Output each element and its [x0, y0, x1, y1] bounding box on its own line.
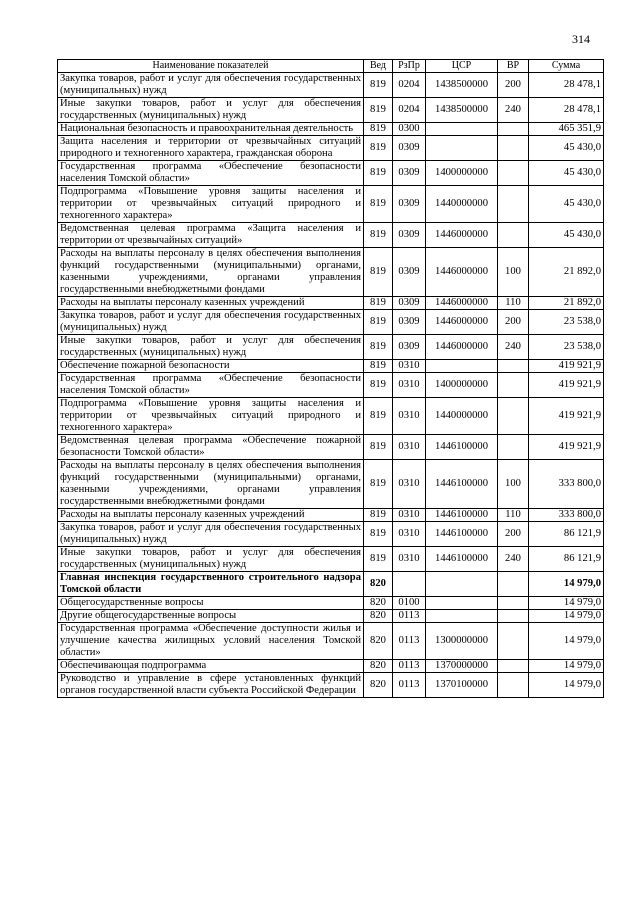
row-rzpr-cell: 0113 — [393, 610, 426, 623]
header-name: Наименование показателей — [58, 60, 364, 73]
table-row — [58, 98, 604, 123]
row-sum-cell: 419 921,9 — [529, 360, 604, 373]
row-rzpr-cell: 0310 — [393, 522, 426, 547]
row-vr-cell: 240 — [498, 98, 529, 123]
row-sum-cell: 21 892,0 — [529, 297, 604, 310]
row-rzpr-cell: 0100 — [393, 597, 426, 610]
row-ved-cell: 820 — [364, 572, 393, 597]
row-rzpr-cell: 0113 — [393, 623, 426, 660]
row-name-cell: Обеспечение пожарной безопасности — [58, 360, 364, 373]
row-rzpr-cell: 0309 — [393, 310, 426, 335]
row-csr-cell: 1370000000 — [426, 660, 498, 673]
row-name-cell: Ведомственная целевая программа «Защита населения и территории от чрезвычайных ситуаций» — [58, 223, 364, 248]
row-vr-cell — [498, 360, 529, 373]
row-vr-cell — [498, 123, 529, 136]
table-row — [58, 297, 604, 310]
table-row — [58, 610, 604, 623]
row-sum-cell: 45 430,0 — [529, 136, 604, 161]
header-csr: ЦСР — [426, 60, 498, 73]
row-rzpr-cell: 0113 — [393, 660, 426, 673]
row-rzpr-cell: 0309 — [393, 161, 426, 186]
row-vr-cell: 100 — [498, 460, 529, 509]
row-sum-cell: 419 921,9 — [529, 398, 604, 435]
row-vr-cell — [498, 223, 529, 248]
row-name-cell: Подпрограмма «Повышение уровня защиты населения и территории от чрезвычайных ситуаций природного и техногенного характера» — [58, 186, 364, 223]
row-csr-cell: 1446000000 — [426, 310, 498, 335]
row-csr-cell: 1446000000 — [426, 297, 498, 310]
table-row — [58, 572, 604, 597]
row-csr-cell: 1446000000 — [426, 335, 498, 360]
row-csr-cell: 1300000000 — [426, 623, 498, 660]
row-sum-cell: 23 538,0 — [529, 335, 604, 360]
row-name-cell: Расходы на выплаты персоналу казенных учреждений — [58, 297, 364, 310]
row-csr-cell: 1446100000 — [426, 460, 498, 509]
row-sum-cell: 23 538,0 — [529, 310, 604, 335]
row-ved-cell: 819 — [364, 373, 393, 398]
row-rzpr-cell: 0310 — [393, 460, 426, 509]
table-row — [58, 660, 604, 673]
table-row — [58, 547, 604, 572]
row-ved-cell: 819 — [364, 248, 393, 297]
row-rzpr-cell: 0310 — [393, 398, 426, 435]
row-csr-cell — [426, 136, 498, 161]
row-csr-cell: 1400000000 — [426, 373, 498, 398]
budget-table — [57, 59, 604, 698]
row-csr-cell: 1446000000 — [426, 248, 498, 297]
row-name-cell: Национальная безопасность и правоохранительная деятельность — [58, 123, 364, 136]
table-row — [58, 73, 604, 98]
row-name-cell: Государственная программа «Обеспечение безопасности населения Томской области» — [58, 373, 364, 398]
table-row — [58, 248, 604, 297]
row-ved-cell: 819 — [364, 335, 393, 360]
row-name-cell: Обеспечивающая подпрограмма — [58, 660, 364, 673]
row-csr-cell — [426, 597, 498, 610]
row-csr-cell — [426, 360, 498, 373]
row-sum-cell: 465 351,9 — [529, 123, 604, 136]
row-name-cell: Расходы на выплаты персоналу в целях обеспечения выполнения функций государственными (муниципальными) органами, казенными учреждениями, органами управления государственными внебюджетными фондами — [58, 460, 364, 509]
row-sum-cell: 14 979,0 — [529, 610, 604, 623]
row-name-cell: Иные закупки товаров, работ и услуг для обеспечения государственных (муниципальных) нужд — [58, 547, 364, 572]
row-name-cell: Руководство и управление в сфере установленных функций органов государственной власти субъекта Российской Федерации — [58, 673, 364, 698]
table-row — [58, 623, 604, 660]
row-ved-cell: 819 — [364, 297, 393, 310]
row-rzpr-cell: 0310 — [393, 547, 426, 572]
row-csr-cell: 1370100000 — [426, 673, 498, 698]
row-ved-cell: 820 — [364, 673, 393, 698]
row-name-cell: Общегосударственные вопросы — [58, 597, 364, 610]
row-rzpr-cell: 0310 — [393, 373, 426, 398]
row-vr-cell: 240 — [498, 547, 529, 572]
table-row — [58, 360, 604, 373]
row-rzpr-cell: 0309 — [393, 335, 426, 360]
row-ved-cell: 820 — [364, 623, 393, 660]
row-ved-cell: 819 — [364, 186, 393, 223]
row-rzpr-cell: 0300 — [393, 123, 426, 136]
row-sum-cell: 419 921,9 — [529, 373, 604, 398]
row-sum-cell: 28 478,1 — [529, 73, 604, 98]
row-ved-cell: 819 — [364, 136, 393, 161]
row-name-cell: Ведомственная целевая программа «Обеспечение пожарной безопасности Томской области» — [58, 435, 364, 460]
row-csr-cell: 1446000000 — [426, 223, 498, 248]
row-ved-cell: 820 — [364, 660, 393, 673]
table-row — [58, 373, 604, 398]
table-row — [58, 310, 604, 335]
row-csr-cell: 1440000000 — [426, 186, 498, 223]
row-vr-cell — [498, 398, 529, 435]
row-name-cell: Другие общегосударственные вопросы — [58, 610, 364, 623]
row-csr-cell: 1438500000 — [426, 73, 498, 98]
row-sum-cell: 28 478,1 — [529, 98, 604, 123]
row-csr-cell: 1440000000 — [426, 398, 498, 435]
row-csr-cell — [426, 572, 498, 597]
row-vr-cell: 100 — [498, 248, 529, 297]
row-vr-cell — [498, 136, 529, 161]
row-name-cell: Расходы на выплаты персоналу в целях обеспечения выполнения функций государственными (муниципальными) органами, казенными учреждениями, органами управления государственными внебюджетными фондами — [58, 248, 364, 297]
row-rzpr-cell: 0310 — [393, 509, 426, 522]
row-vr-cell — [498, 660, 529, 673]
row-rzpr-cell: 0309 — [393, 297, 426, 310]
row-rzpr-cell: 0310 — [393, 360, 426, 373]
row-rzpr-cell: 0309 — [393, 223, 426, 248]
row-name-cell: Главная инспекция государственного строительного надзора Томской области — [58, 572, 364, 597]
row-sum-cell: 333 800,0 — [529, 509, 604, 522]
row-vr-cell — [498, 673, 529, 698]
row-ved-cell: 819 — [364, 360, 393, 373]
table-row — [58, 522, 604, 547]
row-ved-cell: 819 — [364, 509, 393, 522]
row-sum-cell: 14 979,0 — [529, 597, 604, 610]
row-csr-cell: 1446100000 — [426, 547, 498, 572]
row-rzpr-cell: 0204 — [393, 98, 426, 123]
row-csr-cell — [426, 123, 498, 136]
row-rzpr-cell: 0309 — [393, 248, 426, 297]
row-ved-cell: 820 — [364, 597, 393, 610]
header-sum: Сумма — [529, 60, 604, 73]
row-sum-cell: 86 121,9 — [529, 547, 604, 572]
row-name-cell: Защита населения и территории от чрезвычайных ситуаций природного и техногенного характера, гражданская оборона — [58, 136, 364, 161]
row-sum-cell: 45 430,0 — [529, 223, 604, 248]
table-row — [58, 161, 604, 186]
row-ved-cell: 819 — [364, 547, 393, 572]
row-rzpr-cell: 0204 — [393, 73, 426, 98]
row-vr-cell — [498, 572, 529, 597]
row-ved-cell: 819 — [364, 435, 393, 460]
header-vr: ВР — [498, 60, 529, 73]
row-sum-cell: 86 121,9 — [529, 522, 604, 547]
table-row — [58, 509, 604, 522]
row-sum-cell: 333 800,0 — [529, 460, 604, 509]
row-rzpr-cell: 0309 — [393, 186, 426, 223]
page-number: 314 — [572, 32, 590, 46]
row-vr-cell — [498, 186, 529, 223]
row-csr-cell: 1446100000 — [426, 522, 498, 547]
row-ved-cell: 819 — [364, 398, 393, 435]
row-ved-cell: 819 — [364, 161, 393, 186]
row-vr-cell: 200 — [498, 522, 529, 547]
row-ved-cell: 819 — [364, 310, 393, 335]
row-vr-cell: 110 — [498, 297, 529, 310]
table-row — [58, 460, 604, 509]
row-ved-cell: 820 — [364, 610, 393, 623]
row-name-cell: Закупка товаров, работ и услуг для обеспечения государственных (муниципальных) нужд — [58, 73, 364, 98]
table-row — [58, 186, 604, 223]
table-row — [58, 597, 604, 610]
row-ved-cell: 819 — [364, 522, 393, 547]
row-vr-cell — [498, 610, 529, 623]
row-sum-cell: 14 979,0 — [529, 660, 604, 673]
row-vr-cell: 240 — [498, 335, 529, 360]
row-name-cell: Государственная программа «Обеспечение безопасности населения Томской области» — [58, 161, 364, 186]
row-ved-cell: 819 — [364, 73, 393, 98]
table-row — [58, 123, 604, 136]
header-ved: Вед — [364, 60, 393, 73]
table-row — [58, 223, 604, 248]
row-vr-cell — [498, 373, 529, 398]
row-name-cell: Закупка товаров, работ и услуг для обеспечения государственных (муниципальных) нужд — [58, 522, 364, 547]
row-sum-cell: 14 979,0 — [529, 673, 604, 698]
row-ved-cell: 819 — [364, 223, 393, 248]
row-name-cell: Подпрограмма «Повышение уровня защиты населения и территории от чрезвычайных ситуаций природного и техногенного характера» — [58, 398, 364, 435]
row-sum-cell: 45 430,0 — [529, 186, 604, 223]
row-csr-cell — [426, 610, 498, 623]
row-csr-cell: 1446100000 — [426, 509, 498, 522]
row-sum-cell: 45 430,0 — [529, 161, 604, 186]
row-vr-cell: 110 — [498, 509, 529, 522]
table-row — [58, 435, 604, 460]
row-vr-cell: 200 — [498, 310, 529, 335]
table-row — [58, 136, 604, 161]
row-vr-cell — [498, 435, 529, 460]
row-csr-cell: 1438500000 — [426, 98, 498, 123]
row-ved-cell: 819 — [364, 98, 393, 123]
row-rzpr-cell: 0310 — [393, 435, 426, 460]
table-row — [58, 398, 604, 435]
row-vr-cell — [498, 623, 529, 660]
row-csr-cell: 1400000000 — [426, 161, 498, 186]
row-rzpr-cell: 0309 — [393, 136, 426, 161]
row-name-cell: Государственная программа «Обеспечение доступности жилья и улучшение качества жилищных условий населения Томской области» — [58, 623, 364, 660]
row-vr-cell: 200 — [498, 73, 529, 98]
row-csr-cell: 1446100000 — [426, 435, 498, 460]
row-sum-cell: 14 979,0 — [529, 572, 604, 597]
row-name-cell: Иные закупки товаров, работ и услуг для обеспечения государственных (муниципальных) нужд — [58, 98, 364, 123]
row-ved-cell: 819 — [364, 460, 393, 509]
row-vr-cell — [498, 597, 529, 610]
row-sum-cell: 419 921,9 — [529, 435, 604, 460]
row-name-cell: Закупка товаров, работ и услуг для обеспечения государственных (муниципальных) нужд — [58, 310, 364, 335]
row-ved-cell: 819 — [364, 123, 393, 136]
header-rzpr: РзПр — [393, 60, 426, 73]
table-row — [58, 673, 604, 698]
row-sum-cell: 21 892,0 — [529, 248, 604, 297]
row-rzpr-cell: 0113 — [393, 673, 426, 698]
row-rzpr-cell — [393, 572, 426, 597]
row-name-cell: Иные закупки товаров, работ и услуг для обеспечения государственных (муниципальных) нужд — [58, 335, 364, 360]
row-name-cell: Расходы на выплаты персоналу казенных учреждений — [58, 509, 364, 522]
table-body — [58, 73, 604, 698]
table-row — [58, 335, 604, 360]
table-header-row — [58, 60, 604, 73]
row-sum-cell: 14 979,0 — [529, 623, 604, 660]
row-vr-cell — [498, 161, 529, 186]
